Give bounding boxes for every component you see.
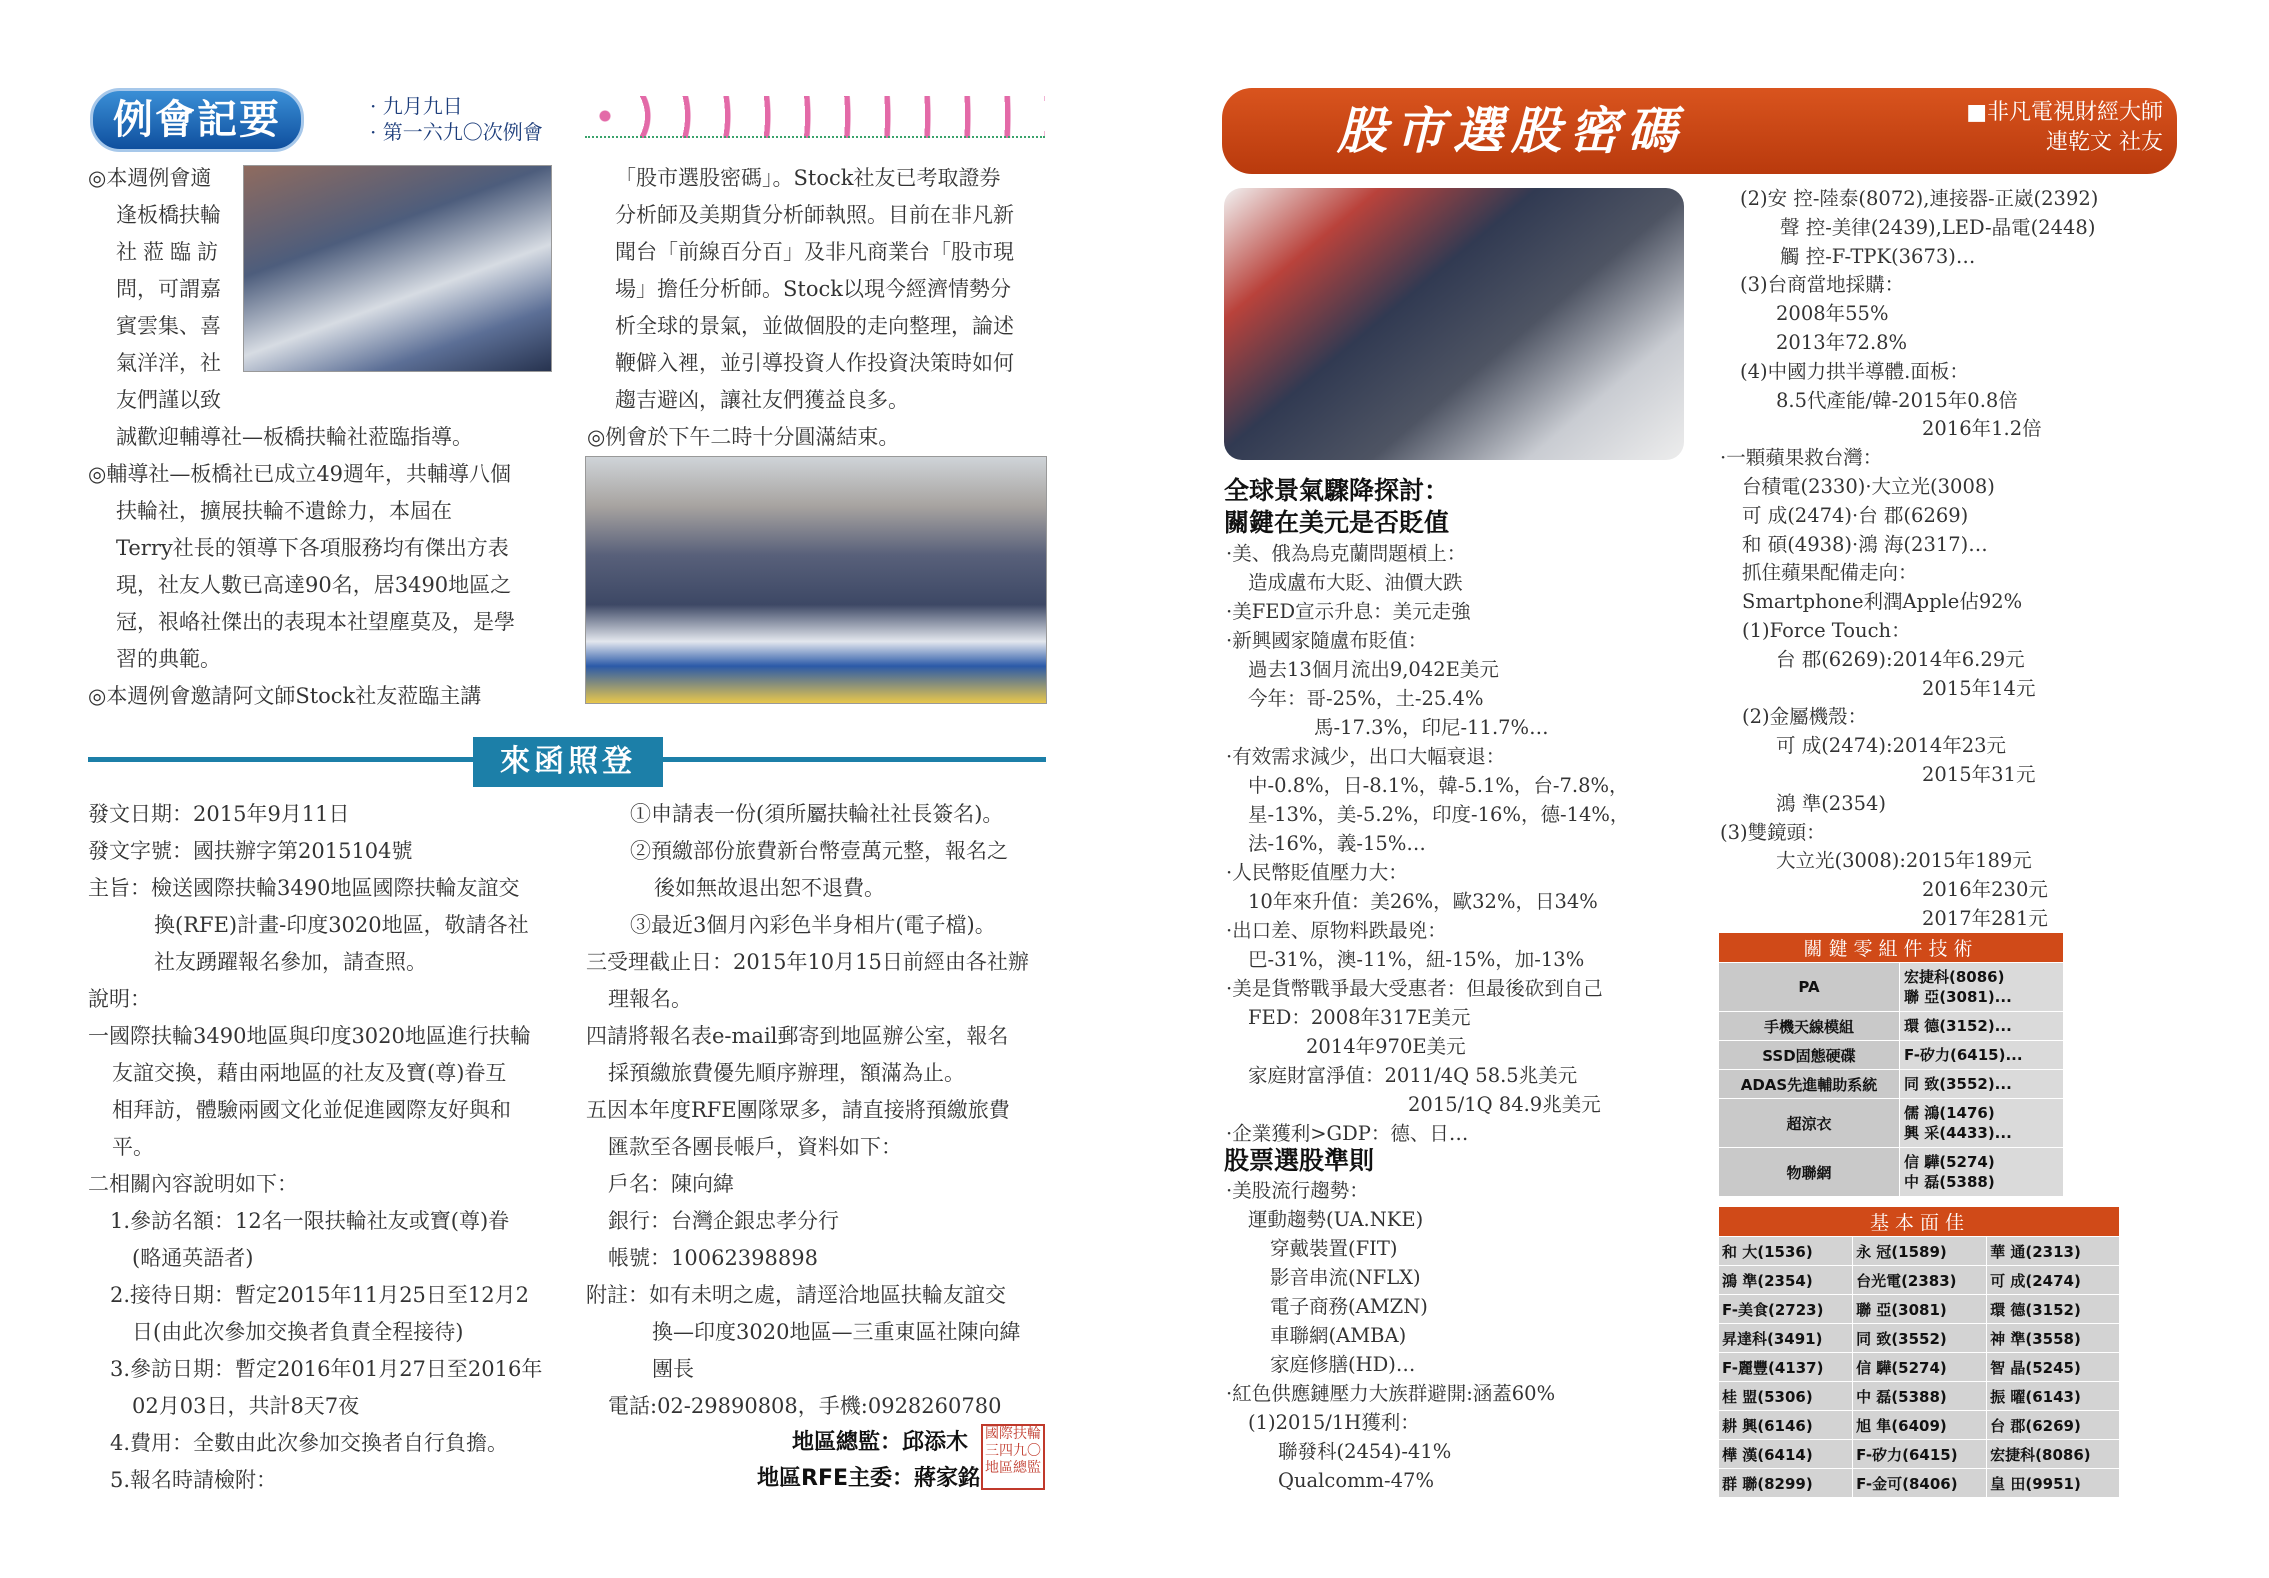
key-table-title: 關鍵零組件技術 [1719, 933, 2064, 963]
table-cell: 聯 亞(3081) [1853, 1295, 1987, 1324]
letter-line: (略通英語者) [132, 1246, 254, 1270]
table-cell: 旭 隼(6409) [1853, 1411, 1987, 1440]
letter-line: 五因本年度RFE團隊眾多，請直接將預繳旅費 [586, 1098, 1010, 1122]
letter-line: 換(RFE)計畫-印度3020地區，敬請各社 [154, 913, 529, 937]
table-row [1719, 1440, 2120, 1469]
pick-line: ·紅色供應鏈壓力大族群避開:涵蓋60% [1226, 1382, 1556, 1405]
table-cell: 鴻 準(2354) [1719, 1266, 1853, 1295]
key-label: 手機天線模組 [1719, 1012, 1900, 1041]
left-line: 現，社友人數已高達90名，居3490地區之 [116, 573, 512, 597]
letter-line: ①申請表一份(須所屬扶輪社社長簽名)。 [630, 802, 1004, 826]
table-row [1719, 1295, 2120, 1324]
letter-line: 電話:02-29890808，手機:0928260780 [608, 1394, 1002, 1418]
key-item: 同 致(3552)... [1904, 1075, 2012, 1093]
pick-line: 穿戴裝置(FIT) [1270, 1237, 1398, 1260]
table-row [1719, 1148, 2064, 1197]
econ-line: 過去13個月流出9,042E美元 [1248, 658, 1499, 681]
pick-line: (1)2015/1H獲利： [1248, 1411, 1420, 1434]
letter-line: 帳號：10062398898 [608, 1246, 818, 1270]
section-global-economy-title-2: 關鍵在美元是否貶值 [1224, 508, 1450, 537]
letter-section-title: 來函照登 [473, 737, 663, 787]
table-cell: 台光電(2383) [1853, 1266, 1987, 1295]
table-row [1719, 1237, 2120, 1266]
far-line: (3)台商當地採購： [1740, 273, 1905, 297]
key-components-table [1718, 932, 2064, 1197]
econ-line: ·人民幣貶值壓力大： [1226, 861, 1408, 884]
table-cell: 智 晶(5245) [1987, 1353, 2120, 1382]
table-cell: 皇 田(9951) [1987, 1469, 2120, 1498]
key-item: F-矽力(6415)... [1904, 1046, 2023, 1064]
far-line: 2016年230元 [1922, 878, 2048, 902]
table-row [1719, 1266, 2120, 1295]
left-line: 社蒞臨訪 [116, 240, 224, 264]
letter-line: 平。 [112, 1135, 154, 1159]
key-label: 物聯網 [1719, 1148, 1900, 1197]
pick-line: 聯發科(2454)-41% [1278, 1440, 1452, 1463]
table-row [1719, 1012, 2064, 1041]
table-cell: 和 大(1536) [1719, 1237, 1853, 1266]
letter-line: 2.接待日期：暫定2015年11月25日至12月2 [110, 1283, 530, 1307]
letter-line: 一國際扶輪3490地區與印度3020地區進行扶輪 [88, 1024, 531, 1048]
letter-line: 團長 [652, 1357, 694, 1381]
far-line: 可 成(2474):2014年23元 [1776, 734, 2007, 758]
far-line: (2)安 控-陸泰(8072),連接器-正崴(2392) [1740, 187, 2099, 210]
far-line: ·一顆蘋果救台灣： [1720, 446, 1883, 470]
key-item: 中 磊(5388) [1904, 1173, 1995, 1191]
pick-line: 運動趨勢(UA.NKE) [1248, 1208, 1424, 1231]
table-cell: 宏捷科(8086) [1987, 1440, 2120, 1469]
section-global-economy-title-1: 全球景氣驟降探討： [1224, 476, 1450, 505]
table-cell: F-美食(2723) [1719, 1295, 1853, 1324]
left-line: 誠歡迎輔導社—板橋扶輪社蒞臨指導。 [116, 425, 473, 449]
pick-line: 電子商務(AMZN) [1270, 1295, 1428, 1318]
far-line: 鴻 準(2354) [1776, 791, 1887, 815]
fundamentals-table [1718, 1206, 2120, 1498]
letter-line: 友誼交換，藉由兩地區的社友及寶(尊)眷互 [112, 1061, 507, 1085]
pick-line: 車聯網(AMBA) [1270, 1324, 1407, 1347]
key-items [1900, 963, 2064, 1012]
pick-line: 家庭修膳(HD)… [1270, 1353, 1416, 1376]
district-seal: 國際扶輪三四九〇地區總監 [981, 1424, 1045, 1490]
far-line: 觸 控-F-TPK(3673)… [1780, 244, 1976, 268]
table-cell: 華 通(2313) [1987, 1237, 2120, 1266]
letter-line: 三受理截止日：2015年10月15日前經由各社辦 [586, 950, 1029, 974]
fundamentals-table-title: 基本面佳 [1719, 1207, 2120, 1237]
letter-line: 5.報名時請檢附： [110, 1468, 278, 1492]
group-photo [585, 456, 1047, 704]
far-line: (3)雙鏡頭： [1720, 820, 1826, 844]
left-line: 友們謹以致 [116, 388, 221, 412]
table-cell: 耕 興(6146) [1719, 1411, 1853, 1440]
econ-line: 家庭財富淨值：2011/4Q 58.5兆美元 [1248, 1064, 1578, 1087]
left-line: ◎本週例會適 [88, 166, 212, 190]
speaker-photo [1224, 188, 1684, 460]
pick-line: Qualcomm-47% [1278, 1469, 1434, 1492]
left-line: 習的典範。 [116, 647, 221, 671]
key-item: 信 驊(5274) [1904, 1153, 1995, 1171]
econ-line: ·新興國家隨盧布貶值： [1226, 629, 1428, 652]
left-line: ◎本週例會邀請阿文師Stock社友蒞臨主講 [88, 684, 482, 708]
econ-line: 10年來升值：美26%，歐32%，日34% [1248, 890, 1598, 913]
left-line: 賓雲集、喜 [116, 314, 221, 338]
far-line: (1)Force Touch： [1742, 618, 1911, 642]
far-line: 大立光(3008):2015年189元 [1776, 849, 2032, 873]
pick-line: ·美股流行趨勢： [1226, 1179, 1369, 1202]
left-line: 冠，裉峈社傑出的表現本社望塵莫及，是學 [116, 610, 515, 634]
table-row [1719, 1324, 2120, 1353]
table-cell: 同 致(3552) [1853, 1324, 1987, 1353]
mid-line: 聞台「前線百分百」及非凡商業台「股市現 [615, 240, 1014, 264]
table-cell: 永 冠(1589) [1853, 1237, 1987, 1266]
econ-line: 2015/1Q 84.9兆美元 [1408, 1093, 1601, 1116]
table-cell: 桂 盟(5306) [1719, 1382, 1853, 1411]
key-item: 聯 亞(3081)... [1904, 988, 2012, 1006]
far-line: 台積電(2330)·大立光(3008) [1742, 474, 1995, 498]
mid-line: 析全球的景氣，並做個股的走向整理，論述 [615, 314, 1014, 338]
far-right-text [1720, 185, 2098, 934]
letter-line: 日(由此次參加交換者負責全程接待) [132, 1320, 464, 1344]
left-line: 扶輪社，擴展扶輪不遺餘力，本屆在 [116, 499, 452, 523]
director-signature: 地區總監：邱添木 [792, 1430, 969, 1455]
econ-line: ·有效需求減少，出口大幅衰退： [1226, 745, 1506, 768]
far-line: 2016年1.2倍 [1922, 417, 2042, 441]
table-cell: 樺 漢(6414) [1719, 1440, 1853, 1469]
econ-line: ·美是貨幣戰爭最大受惠者：但最後砍到自己 [1226, 977, 1603, 1000]
table-cell: 昇達科(3491) [1719, 1324, 1853, 1353]
left-line: 問，可謂嘉 [116, 277, 221, 301]
far-line: 2017年281元 [1922, 906, 2048, 930]
flower-divider [585, 96, 1045, 138]
econ-line: 造成盧布大貶、油價大跌 [1248, 571, 1463, 594]
mid-line: 「股市選股密碼」。Stock社友已考取證券 [615, 166, 1001, 190]
table-cell: 振 曜(6143) [1987, 1382, 2120, 1411]
table-cell: 群 聯(8299) [1719, 1469, 1853, 1498]
econ-line: 2014年970E美元 [1306, 1035, 1466, 1058]
letter-line: 四請將報名表e-mail郵寄到地區辦公室，報名 [586, 1024, 1009, 1048]
letter-line: 相拜訪，體驗兩國文化並促進國際友好與和 [112, 1098, 511, 1122]
stock-banner [1222, 88, 2177, 174]
far-line: Smartphone利潤Apple佔92% [1742, 590, 2023, 614]
banner-title: 股市選股密碼 [1337, 101, 1685, 160]
key-items [1900, 1099, 2064, 1148]
left-line: 逢板橋扶輪 [116, 203, 221, 227]
letter-line: 主旨：檢送國際扶輪3490地區國際扶輪友誼交 [88, 876, 520, 900]
table-cell: 可 成(2474) [1987, 1266, 2120, 1295]
letter-line: 說明： [88, 987, 151, 1011]
far-line: 可 成(2474)·台 郡(6269) [1742, 503, 1969, 527]
far-line: 2008年55% [1776, 302, 1889, 326]
mid-line: 鞭僻入裡，並引導投資人作投資決策時如何 [615, 351, 1014, 375]
left-line: ◎輔導社—板橋社已成立49週年，共輔導八個 [88, 462, 512, 486]
left-line: 氣洋洋，社 [116, 351, 221, 375]
key-label: SSD固態硬碟 [1719, 1041, 1900, 1070]
stock-picking-text [1226, 1176, 1555, 1495]
mid-line: ◎例會於下午二時十分圓滿結束。 [587, 425, 900, 449]
table-cell: F-金可(8406) [1853, 1469, 1987, 1498]
rfe-chair-signature: 地區RFE主委：蔣家銘 [757, 1466, 980, 1491]
table-cell: F-矽力(6415) [1853, 1440, 1987, 1469]
letter-line: 後如無故退出恕不退費。 [654, 876, 885, 900]
key-item: 宏捷科(8086) [1904, 968, 2005, 986]
banner-author-name: 連乾文 社友 [2046, 130, 2163, 155]
econ-line: 巴-31%，澳-11%，紐-15%，加-13% [1248, 948, 1585, 971]
meeting-date: · 九月九日 [370, 94, 463, 118]
table-cell: 環 德(3152) [1987, 1295, 2120, 1324]
letter-line: 附註：如有未明之處，請逕洽地區扶輪友誼交 [586, 1283, 1006, 1307]
letter-line: 匯款至各團長帳戶，資料如下： [608, 1135, 902, 1159]
letter-line: 02月03日，共計8天7夜 [132, 1394, 360, 1418]
far-line: 2015年14元 [1922, 676, 2036, 700]
table-cell: 台 郡(6269) [1987, 1411, 2120, 1440]
mid-line: 分析師及美期貨分析師執照。目前在非凡新 [615, 203, 1014, 227]
letter-line: 二相關內容說明如下： [88, 1172, 298, 1196]
global-economy-text [1226, 539, 1629, 1148]
table-row [1719, 1353, 2120, 1382]
econ-line: ·出口差、原物料跌最兇： [1226, 919, 1447, 942]
letter-column-left [88, 796, 542, 1499]
letter-line: 換—印度3020地區—三重東區社陳向緯 [652, 1320, 1021, 1344]
econ-line: ·美、俄為烏克蘭問題槓上： [1226, 542, 1467, 565]
far-line: 和 碩(4938)·鴻 海(2317)… [1742, 532, 1988, 556]
table-row [1719, 1070, 2064, 1099]
banner-author-title: ■非凡電視財經大師 [1966, 100, 2163, 125]
econ-line: 中-0.8%，日-8.1%，韓-5.1%，台-7.8%， [1248, 774, 1629, 797]
pick-line: 影音串流(NFLX) [1270, 1266, 1421, 1289]
middle-column-text [587, 160, 1014, 456]
letter-line: ③最近3個月內彩色半身相片(電子檔)。 [630, 913, 996, 937]
far-line: (2)金屬機殼： [1742, 705, 1868, 729]
far-line: 8.5代產能/韓-2015年0.8倍 [1776, 388, 2018, 412]
key-items [1900, 1070, 2064, 1099]
econ-line: 今年：哥-25%，土-25.4% [1248, 687, 1484, 710]
table-row [1719, 1041, 2064, 1070]
letter-line: 戶名：陳向緯 [608, 1172, 734, 1196]
letter-line: 1.參訪名額：12名一限扶輪社友或寶(尊)眷 [110, 1209, 510, 1233]
table-row [1719, 1411, 2120, 1440]
letter-line: 4.費用：全數由此次參加交換者自行負擔。 [110, 1431, 509, 1455]
econ-line: 馬-17.3%，印尼-11.7%… [1314, 716, 1549, 739]
far-line: (4)中國力拱半導體.面板： [1740, 359, 1969, 383]
letter-line: 採預繳旅費優先順序辦理，額滿為止。 [608, 1061, 965, 1085]
letter-line: 發文日期：2015年9月11日 [88, 802, 350, 826]
mid-line: 場」擔任分析師。Stock以現今經濟情勢分 [615, 277, 1011, 301]
table-row [1719, 1099, 2064, 1148]
table-row [1719, 1469, 2120, 1498]
far-line: 抓住蘋果配備走向： [1742, 561, 1918, 585]
left-line: Terry社長的領導下各項服務均有傑出方表 [116, 536, 509, 560]
key-items [1900, 1148, 2064, 1197]
key-items [1900, 1041, 2064, 1070]
key-label: PA [1719, 963, 1900, 1012]
table-cell: 神 準(3558) [1987, 1324, 2120, 1353]
econ-line: FED：2008年317E美元 [1248, 1006, 1471, 1029]
letter-line: ②預繳部份旅費新台幣壹萬元整，報名之 [630, 839, 1008, 863]
meeting-notes-badge: 例會記要 [90, 88, 304, 152]
letter-line: 銀行：台灣企銀忠孝分行 [608, 1209, 839, 1233]
econ-line: 法-16%，義-15%… [1248, 832, 1426, 855]
table-row [1719, 963, 2064, 1012]
table-cell: 中 磊(5388) [1853, 1382, 1987, 1411]
mid-line: 趨吉避凶，讓社友們獲益良多。 [615, 388, 909, 412]
letter-line: 社友踴躍報名參加，請查照。 [154, 950, 427, 974]
letter-line: 理報名。 [608, 987, 692, 1011]
key-label: ADAS先進輔助系統 [1719, 1070, 1900, 1099]
key-item: 興 采(4433)... [1904, 1124, 2012, 1142]
letter-column-right [586, 796, 1029, 1425]
key-item: 儒 鴻(1476) [1904, 1104, 1995, 1122]
meeting-number: · 第一六九〇次例會 [370, 120, 543, 144]
econ-line: ·企業獲利>GDP：德、日… [1226, 1122, 1469, 1145]
far-line: 2015年31元 [1922, 762, 2036, 786]
left-column-text [88, 160, 515, 715]
table-cell: 信 驊(5274) [1853, 1353, 1987, 1382]
key-items [1900, 1012, 2064, 1041]
key-item: 環 德(3152)... [1904, 1017, 2012, 1035]
far-line: 聲 控-美律(2439),LED-晶電(2448) [1780, 215, 2096, 239]
table-cell: F-麗豐(4137) [1719, 1353, 1853, 1382]
econ-line: ·美FED宣示升息：美元走強 [1226, 600, 1471, 623]
key-label: 超涼衣 [1719, 1099, 1900, 1148]
table-row [1719, 1382, 2120, 1411]
far-line: 2013年72.8% [1776, 330, 1908, 354]
letter-line: 3.參訪日期：暫定2016年01月27日至2016年 [110, 1357, 543, 1381]
econ-line: 星-13%，美-5.2%，印度-16%，德-14%， [1248, 803, 1630, 826]
far-line: 台 郡(6269):2014年6.29元 [1776, 647, 2025, 671]
section-stock-picking-title: 股票選股準則 [1224, 1146, 1375, 1175]
letter-line: 發文字號：國扶辦字第2015104號 [88, 839, 413, 863]
